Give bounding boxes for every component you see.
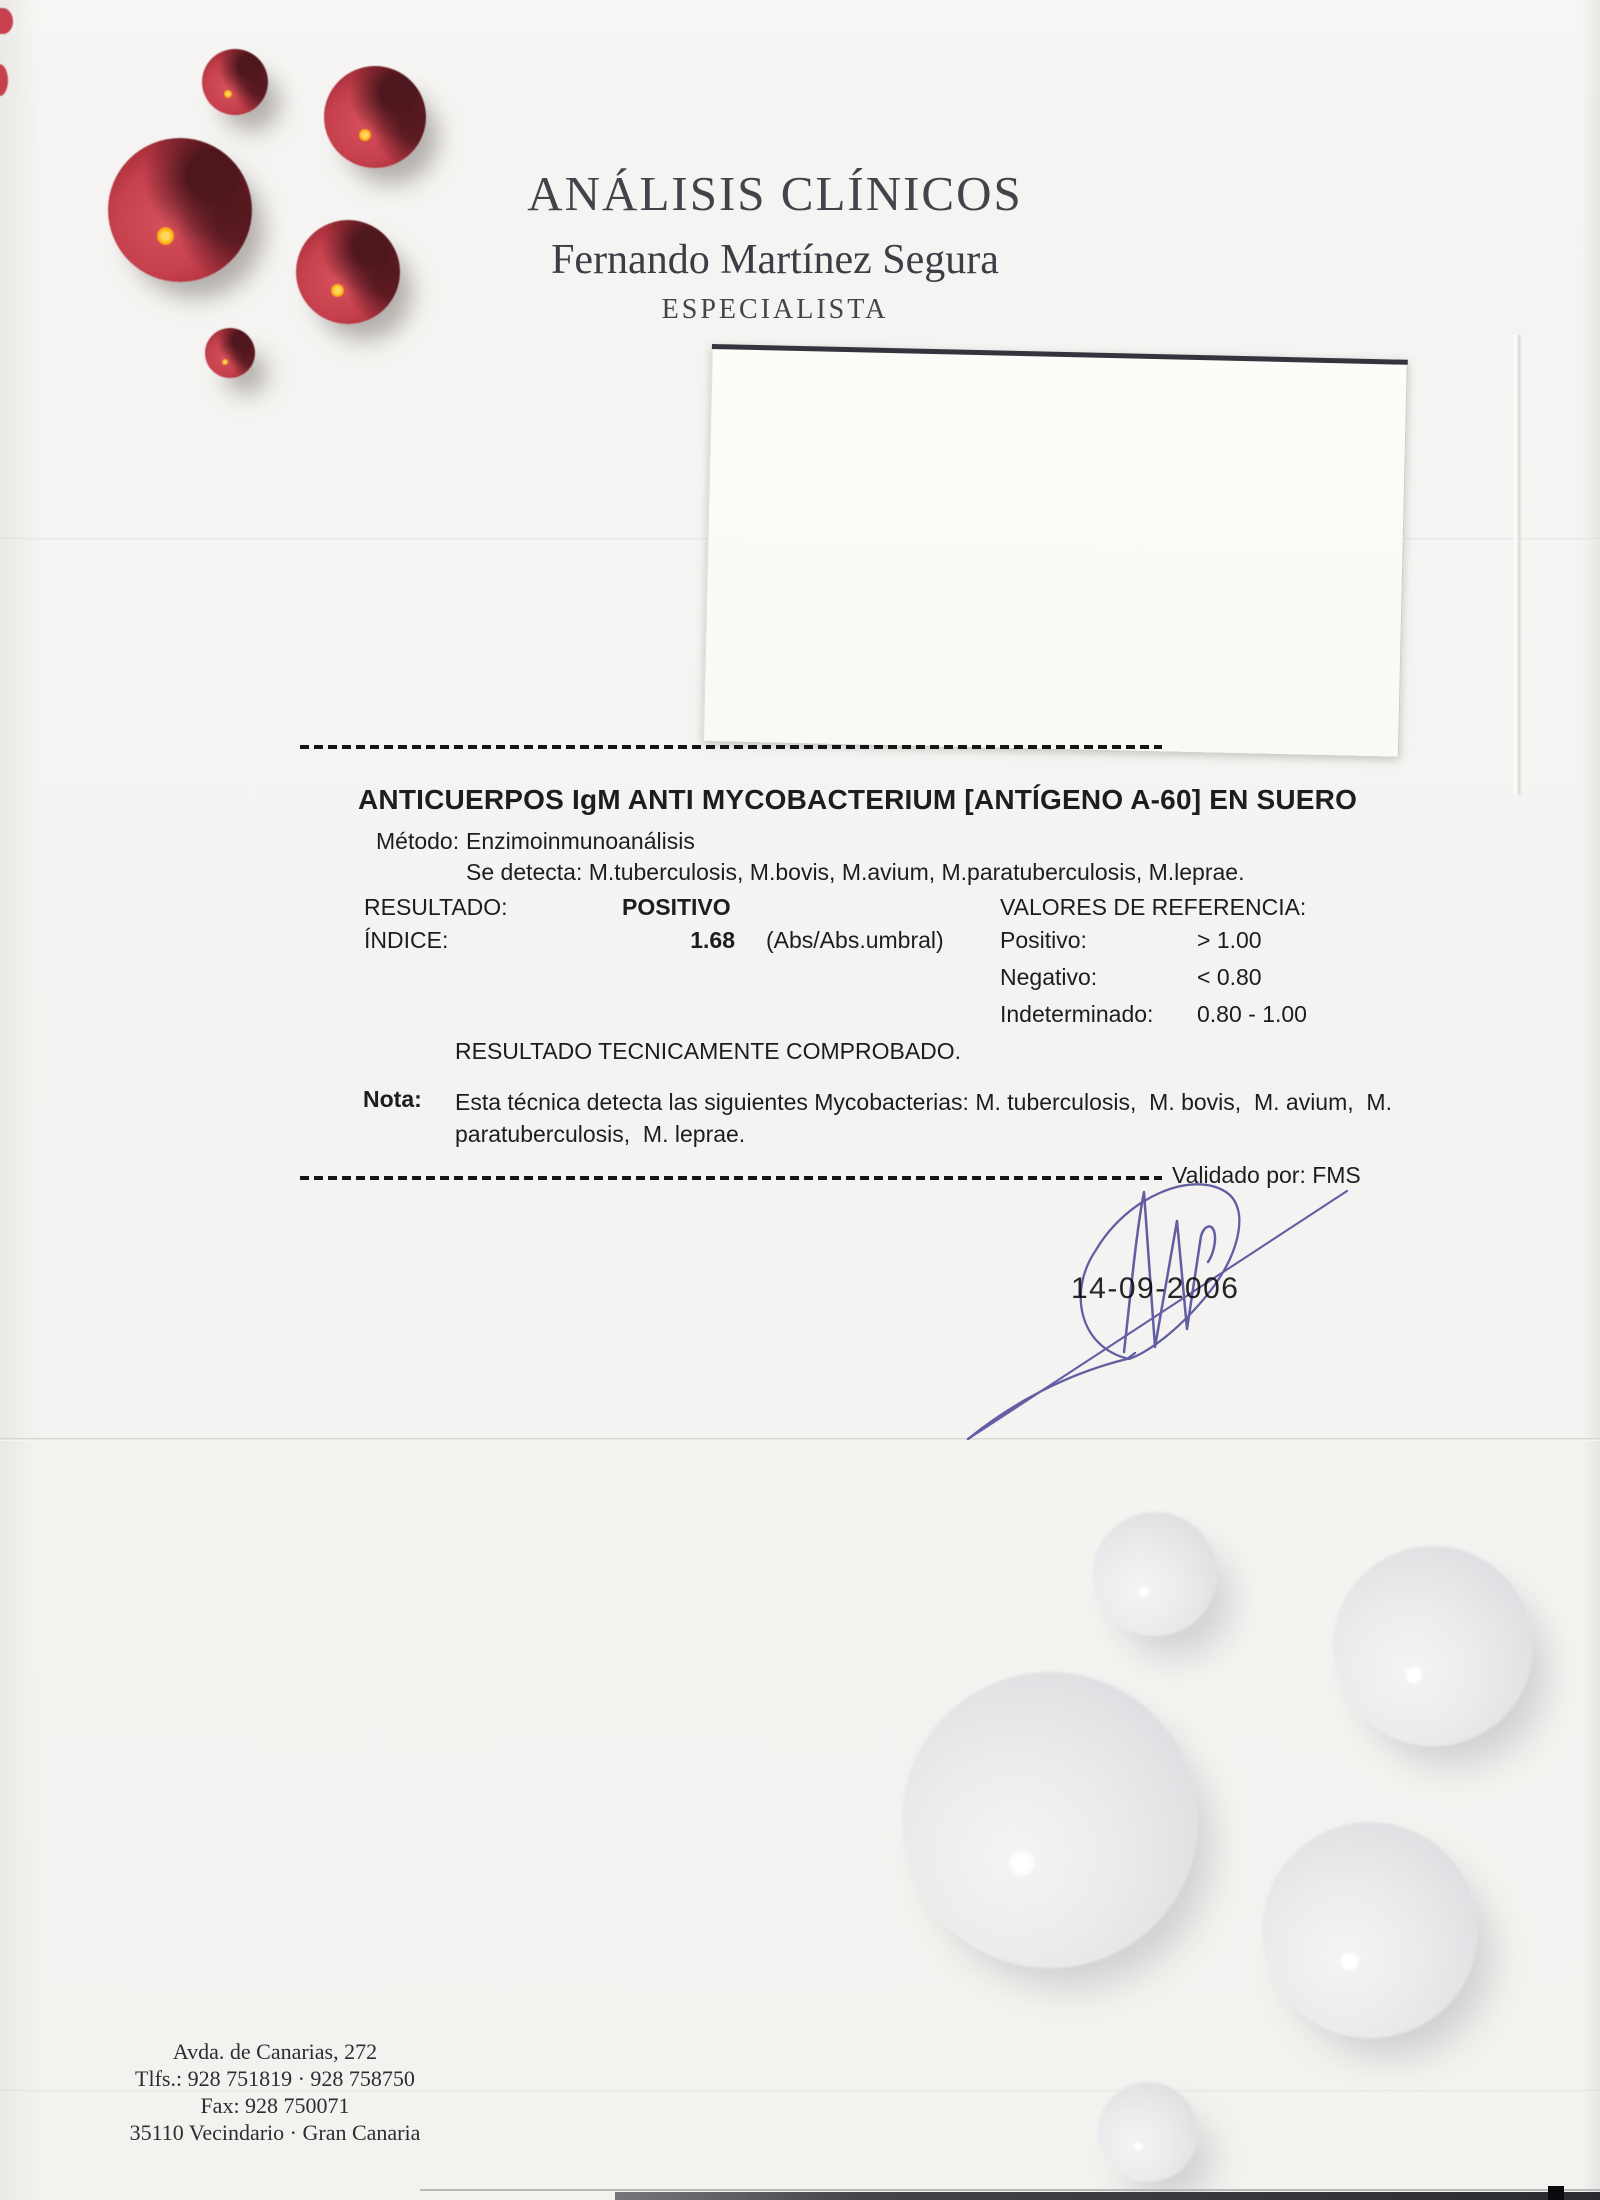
- sphere-glint-icon: [157, 227, 174, 244]
- footer-line: 35110 Vecindario · Gran Canaria: [129, 2120, 421, 2145]
- index-value: 1.68: [690, 927, 735, 953]
- reference-row-label: Indeterminado:: [1000, 1001, 1154, 1027]
- doctor-name: Fernando Martínez Segura: [551, 237, 999, 283]
- footer-line: Fax: 928 750071: [200, 2093, 350, 2118]
- gray-sphere-icon: [902, 1672, 1198, 1968]
- footer-line: Avda. de Canarias, 272: [172, 2039, 378, 2064]
- dashed-separator-top: [300, 745, 1162, 749]
- detects-value: M.tuberculosis, M.bovis, M.avium, M.paratuberculosis, M.leprae.: [588, 859, 1245, 885]
- sphere-glint-icon: [1009, 1850, 1036, 1877]
- reference-row-value: < 0.80: [1197, 964, 1262, 990]
- red-sphere-icon: [202, 49, 268, 115]
- gray-sphere-icon: [1262, 1822, 1478, 2038]
- footer-line: Tlfs.: 928 751819 · 928 758750: [135, 2066, 415, 2091]
- red-sphere-icon: [108, 138, 252, 282]
- gray-sphere-icon: [1333, 1546, 1533, 1746]
- sphere-glint-icon: [359, 129, 371, 141]
- signature-icon: [930, 1180, 1410, 1500]
- blank-overlay-card: [703, 344, 1408, 757]
- reference-header: VALORES DE REFERENCIA:: [1000, 894, 1307, 920]
- sphere-glint-icon: [1405, 1666, 1423, 1684]
- reference-row-value: 0.80 - 1.00: [1197, 1001, 1307, 1027]
- red-sphere-icon: [324, 66, 426, 168]
- doctor-role: ESPECIALISTA: [661, 294, 889, 325]
- sphere-glint-icon: [224, 90, 232, 98]
- verified-line: RESULTADO TECNICAMENTE COMPROBADO.: [455, 1038, 962, 1064]
- bottom-scan-line: [420, 2189, 1600, 2191]
- footer-address: [75, 2038, 475, 2146]
- result-label: RESULTADO:: [364, 894, 508, 920]
- detects-line: [466, 859, 1244, 886]
- report-date: 14-09-2006: [1071, 1272, 1240, 1305]
- index-label: ÍNDICE:: [364, 927, 449, 953]
- sphere-glint-icon: [1340, 1952, 1359, 1971]
- reference-row-label: Negativo:: [1000, 964, 1098, 990]
- note-text: Esta técnica detecta las siguientes Mycobacterias: M. tuberculosis, M. bovis, M. avium, M. paratuberculosis, M. leprae.: [455, 1089, 1399, 1147]
- clinic-title: ANÁLISIS CLÍNICOS: [527, 166, 1023, 221]
- letterhead: [370, 165, 1180, 326]
- sphere-glint-icon: [331, 284, 343, 296]
- vertical-crease: [1512, 335, 1522, 795]
- method-value: Enzimoinmunoanálisis: [466, 828, 695, 854]
- method-label: Método:: [376, 828, 460, 854]
- bottom-scan-bar: [615, 2192, 1600, 2200]
- detects-label: Se detecta:: [466, 859, 583, 885]
- bottom-scan-notch: [1548, 2186, 1564, 2200]
- sphere-glint-icon: [1134, 2142, 1143, 2151]
- reference-row-value: > 1.00: [1197, 927, 1262, 953]
- index-units: (Abs/Abs.umbral): [766, 927, 944, 953]
- right-scan-shade: [1582, 0, 1600, 2200]
- validated-by: Validado por: FMS: [1172, 1162, 1361, 1188]
- gray-sphere-icon: [1098, 2082, 1198, 2182]
- result-value: POSITIVO: [622, 894, 731, 920]
- test-title: ANTICUERPOS IgM ANTI MYCOBACTERIUM [ANTÍGENO A-60] EN SUERO: [358, 784, 1358, 815]
- sphere-glint-icon: [1138, 1586, 1149, 1597]
- left-scan-shade: [0, 0, 40, 2200]
- gray-sphere-icon: [1093, 1512, 1217, 1636]
- reference-row-label: Positivo:: [1000, 927, 1087, 953]
- red-sphere-icon: [205, 328, 255, 378]
- note-label: Nota:: [363, 1086, 422, 1112]
- sphere-glint-icon: [222, 359, 228, 365]
